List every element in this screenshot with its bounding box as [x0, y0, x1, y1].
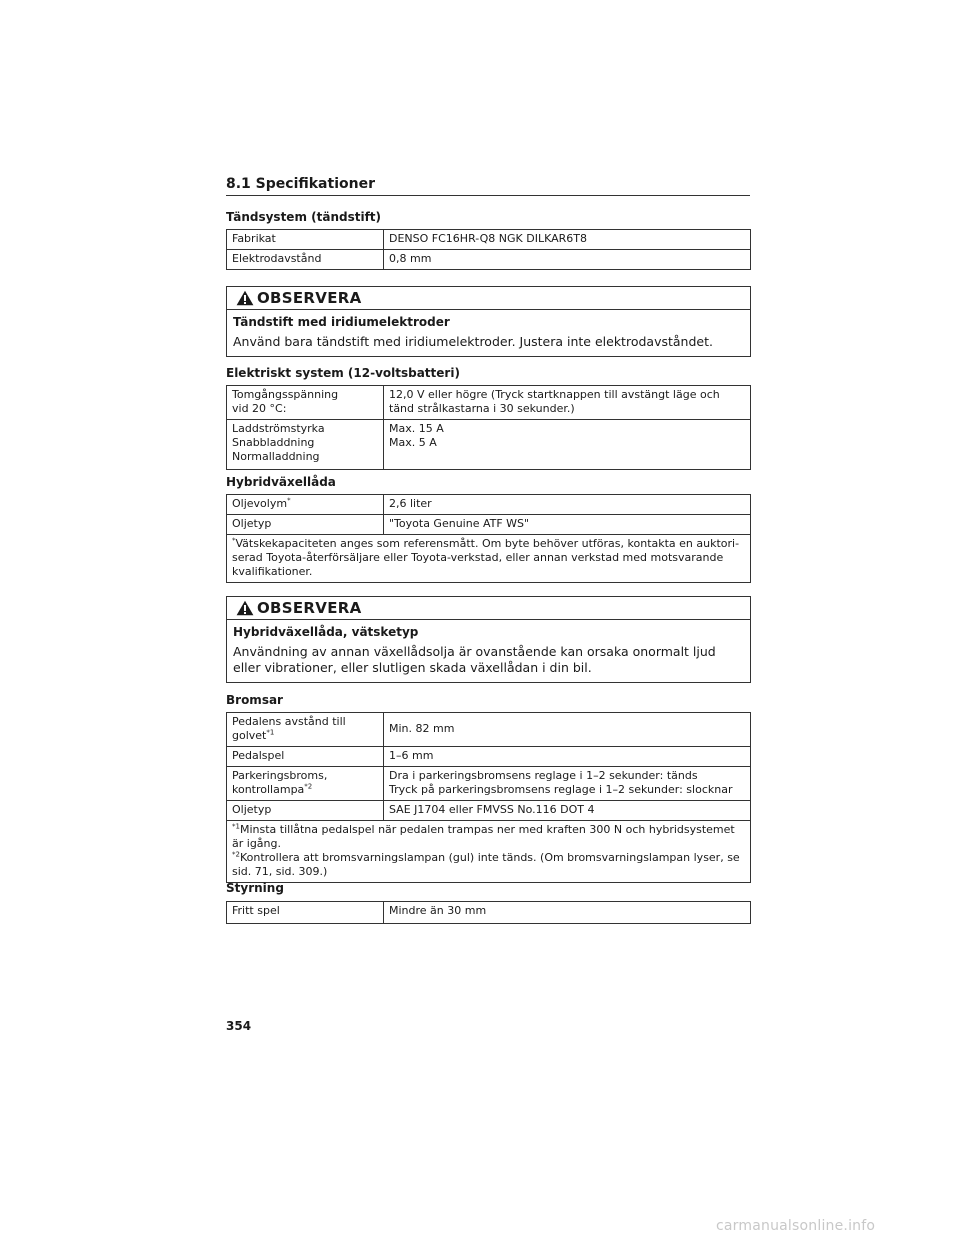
table-row: [227, 495, 751, 515]
steering-heading: Styrning: [226, 881, 284, 895]
table-row: [227, 250, 751, 270]
notice-body-title: Tändstift med iridiumelektroder: [233, 315, 450, 329]
table-key: Elektrodavstånd: [227, 250, 384, 270]
table-key: Fabrikat: [227, 230, 384, 250]
electric-table: [226, 385, 751, 470]
steering-table: [226, 901, 751, 924]
hybrid-table: [226, 494, 751, 583]
table-key: Oljevolym*: [227, 495, 384, 515]
table-row: [227, 386, 751, 420]
table-key: Oljetyp: [227, 801, 384, 821]
table-value: 1–6 mm: [384, 747, 751, 767]
warning-icon: [236, 600, 254, 616]
section-title: 8.1 Specifikationer: [226, 176, 750, 196]
table-key: Oljetyp: [227, 515, 384, 535]
table-key: Parkeringsbroms, kontrollampa$^{*2}$: [227, 767, 384, 801]
table-key: Tomgångsspänning vid 20 °C:: [227, 386, 384, 420]
table-row: [227, 230, 751, 250]
notice-title: OBSERVERA: [257, 599, 362, 617]
notice-box-transmission-fluid: [226, 596, 751, 683]
table-row: [227, 420, 751, 470]
notice-title: OBSERVERA: [257, 289, 362, 307]
warning-icon: [236, 290, 254, 306]
ignition-table: [226, 229, 751, 270]
electric-heading: Elektriskt system (12-voltsbatteri): [226, 366, 460, 380]
table-value: Max. 15 A Max. 5 A: [384, 420, 751, 470]
notice-box-spark-plugs: [226, 286, 751, 357]
page-number: 354: [226, 1019, 252, 1033]
table-key: Pedalspel: [227, 747, 384, 767]
table-footnote: $^{*1}$Minsta tillåtna pedalspel när pedalen trampas ner med kraften 300 N och hybridsystemet är igång. $^{*2}$Kontrollera att bromsvarningslampan (gul) inte tänds. (Om bromsvarningslampan lyser, se sid. 71, sid. 309.): [227, 821, 751, 883]
table-footnote: *Vätskekapaciteten anges som referensmått. Om byte behöver utföras, kontakta en auktori-serad Toyota-återförsäljare eller Toyota-verkstad, eller annan verkstad med motsvarande kvalifikationer.: [227, 535, 751, 583]
table-row: [227, 902, 751, 924]
notice-body-text: Använd bara tändstift med iridiumelektroder. Justera inte elektrodavståndet.: [233, 334, 713, 349]
table-value: 12,0 V eller högre (Tryck startknappen till avstängt läge och tänd strålkastarna i 30 sekunder.): [384, 386, 751, 420]
table-value: DENSO FC16HR-Q8 NGK DILKAR6T8: [384, 230, 751, 250]
table-key: Laddströmstyrka Snabbladdning Normalladdning: [227, 420, 384, 470]
table-footnote-row: [227, 535, 751, 583]
table-row: [227, 515, 751, 535]
table-value: 2,6 liter: [384, 495, 751, 515]
notice-body-text: Användning av annan växellådsolja är ovanstående kan orsaka onormalt ljud eller vibrationer, eller slutligen skada växellådan i din bil.: [233, 644, 716, 675]
table-row: [227, 747, 751, 767]
table-value: SAE J1704 eller FMVSS No.116 DOT 4: [384, 801, 751, 821]
table-row: [227, 767, 751, 801]
watermark: carmanualsonline.info: [716, 1218, 876, 1234]
brakes-table: [226, 712, 751, 883]
table-value: Mindre än 30 mm: [384, 902, 751, 924]
table-value: Min. 82 mm: [384, 713, 751, 747]
notice-header: [227, 597, 750, 620]
notice-header: [227, 287, 750, 310]
table-key: Pedalens avstånd till golvet$^{*1}$: [227, 713, 384, 747]
table-row: [227, 713, 751, 747]
brakes-heading: Bromsar: [226, 693, 283, 707]
table-value: "Toyota Genuine ATF WS": [384, 515, 751, 535]
table-key: Fritt spel: [227, 902, 384, 924]
table-value: 0,8 mm: [384, 250, 751, 270]
ignition-heading: Tändsystem (tändstift): [226, 210, 382, 224]
notice-body-title: Hybridväxellåda, vätsketyp: [233, 625, 419, 639]
table-value: Dra i parkeringsbromsens reglage i 1–2 sekunder: tänds Tryck på parkeringsbromsens reglage i 1–2 sekunder: slocknar: [384, 767, 751, 801]
hybrid-heading: Hybridväxellåda: [226, 475, 336, 489]
table-footnote-row: [227, 821, 751, 883]
table-row: [227, 801, 751, 821]
